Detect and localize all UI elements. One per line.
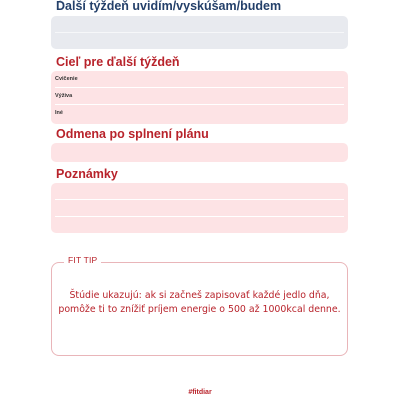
fit-tip-text <box>51 289 348 317</box>
goal-row-other: Iné <box>55 110 63 116</box>
reward-title: Odmena po splnení plánu <box>56 127 209 141</box>
fit-tip-label: FIT TIP <box>64 255 101 265</box>
goal-row-nutrition: Výživa <box>55 93 73 99</box>
field-line <box>55 104 344 105</box>
notes-title: Poznámky <box>56 167 118 181</box>
footer-hashtag: #fitdiar <box>188 389 212 396</box>
goal-title: Cieľ pre ďalší týždeň <box>56 55 180 69</box>
field-line <box>55 32 344 33</box>
fit-tip-line-2: pomôže ti to znížiť príjem energie o 500 až 1000kcal denne. <box>58 304 341 315</box>
goal-row-exercise: Cvičenie <box>55 76 78 82</box>
next-week-title: Ďalší týždeň uvidím/vyskúšam/budem <box>56 0 282 13</box>
fit-tip-line-1: Štúdie ukazujú: ak si začneš zapisovať každé jedlo dňa, <box>69 290 330 301</box>
next-week-field[interactable] <box>51 16 348 49</box>
notes-field[interactable] <box>51 183 348 233</box>
goal-field[interactable] <box>51 71 348 124</box>
reward-field[interactable] <box>51 143 348 162</box>
field-line <box>55 216 344 217</box>
field-line <box>55 199 344 200</box>
field-line <box>55 87 344 88</box>
